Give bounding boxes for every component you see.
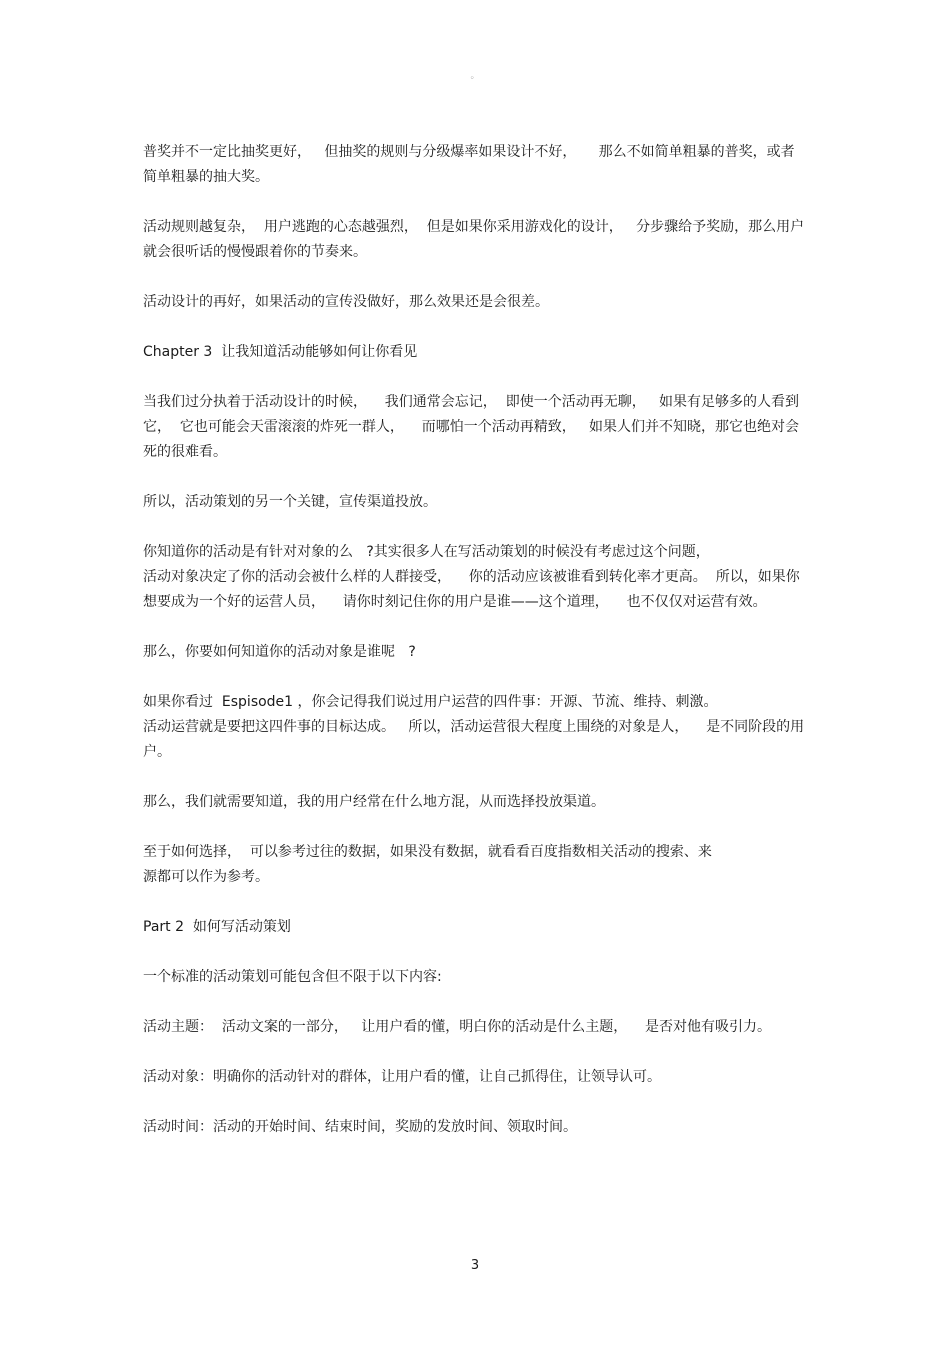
paragraph: 如果你看过 Espisode1 ，你会记得我们说过用户运营的四件事：开源、节流、维持、刺激。 活动运营就是要把这四件事的目标达成。 所以，活动运营很大程度上围绕的对象是人， 是不同阶段的用户。 (143, 694, 805, 760)
section-heading: Chapter 3 让我知道活动能够如何让你看见 (143, 344, 418, 360)
section-heading: Part 2 如何写活动策划 (143, 919, 291, 935)
paragraph: 那么，你要如何知道你的活动对象是谁呢 ? (143, 644, 416, 660)
paragraph: 活动设计的再好，如果活动的宣传没做好，那么效果还是会很差。 (143, 294, 549, 310)
paragraph: 活动对象：明确你的活动针对的群体，让用户看的懂，让自己抓得住，让领导认可。 (143, 1069, 661, 1085)
paragraph: 活动规则越复杂， 用户逃跑的心态越强烈， 但是如果你采用游戏化的设计， 分步骤给予奖励，那么用户就会很听话的慢慢跟着你的节奏来。 (143, 219, 805, 260)
header-mark: 。 (470, 71, 480, 81)
paragraph: 所以，活动策划的另一个关键，宣传渠道投放。 (143, 494, 437, 510)
paragraph: 活动主题： 活动文案的一部分， 让用户看的懂，明白你的活动是什么主题， 是否对他有吸引力。 (143, 1019, 772, 1035)
paragraph: 至于如何选择， 可以参考过往的数据，如果没有数据，就看看百度指数相关活动的搜索、来 源都可以作为参考。 (143, 844, 712, 885)
paragraph: 你知道你的活动是有针对对象的么 ?其实很多人在写活动策划的时候没有考虑过这个问题， 活动对象决定了你的活动会被什么样的人群接受， 你的活动应该被谁看到转化率才更高。 所以，如果你想要成为一个好的运营人员， 请你时刻记住你的用户是谁——这个道理， 也不仅仅对运营有效。 (143, 544, 800, 610)
paragraph: 那么，我们就需要知道，我的用户经常在什么地方混，从而选择投放渠道。 (143, 794, 605, 810)
paragraph: 当我们过分执着于活动设计的时候， 我们通常会忘记， 即使一个活动再无聊， 如果有足够多的人看到它， 它也可能会天雷滚滚的炸死一群人， 而哪怕一个活动再精致， 如果人们并不知晓，那它也绝对会死的很难看。 (143, 394, 800, 460)
page-number: 3 (470, 1258, 480, 1273)
paragraph: 一个标准的活动策划可能包含但不限于以下内容: (143, 969, 442, 985)
paragraph: 活动时间：活动的开始时间、结束时间，奖励的发放时间、领取时间。 (143, 1119, 577, 1135)
paragraph: 普奖并不一定比抽奖更好， 但抽奖的规则与分级爆率如果设计不好， 那么不如简单粗暴的普奖，或者简单粗暴的抽大奖。 (143, 144, 795, 185)
document-body (143, 140, 808, 1165)
